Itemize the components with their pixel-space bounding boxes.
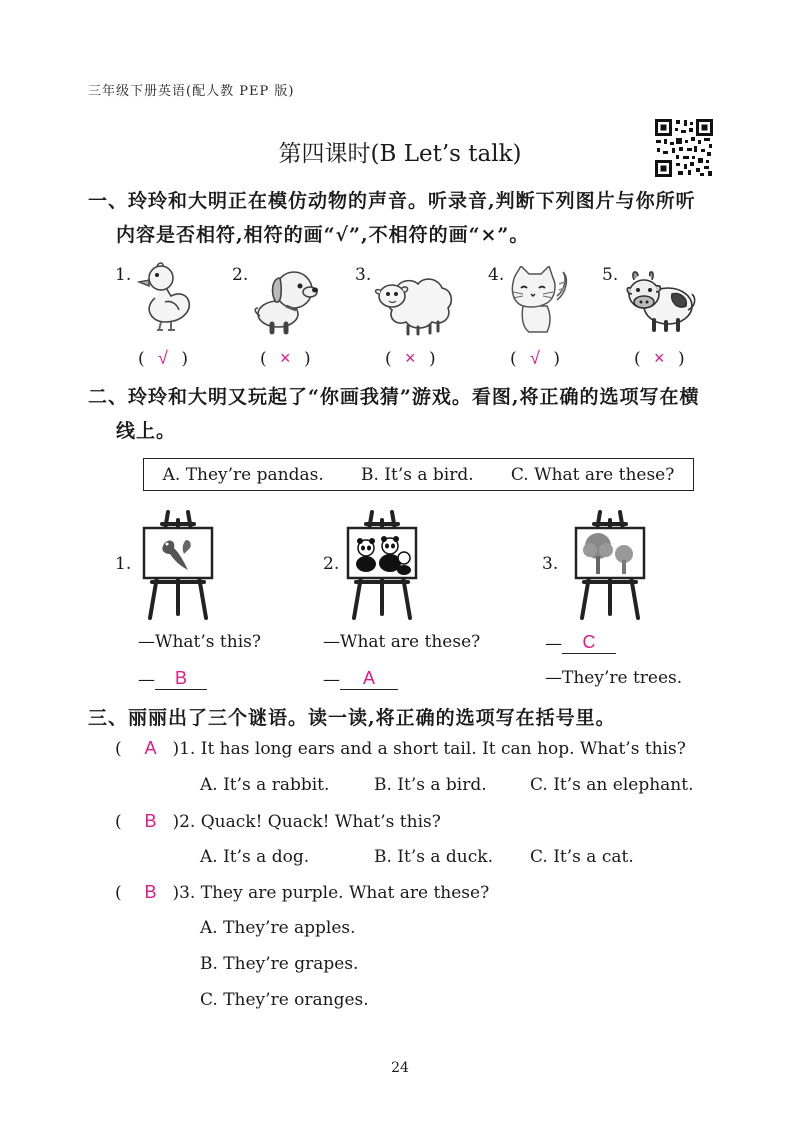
- dog-icon: [250, 264, 325, 336]
- riddle-1-answer: A: [144, 738, 157, 758]
- riddle-1: [115, 738, 686, 759]
- duck-icon: [135, 262, 197, 334]
- judge-answer-2: ( × ): [260, 348, 315, 369]
- sheep-icon: [372, 270, 456, 336]
- riddle-2-option-a: A. It’s a dog.: [200, 847, 310, 867]
- dialog-3-dash: —: [545, 634, 562, 654]
- riddle-3-answer: B: [144, 882, 157, 902]
- judge-answer-5-value: ×: [654, 348, 669, 368]
- section2-line2: 线上。: [116, 420, 177, 442]
- judge-answer-1-value: √: [158, 348, 172, 368]
- easel-item-1-number: 1.: [115, 554, 132, 574]
- judge-answer-3: ( × ): [385, 348, 440, 369]
- riddle-3: [115, 882, 489, 903]
- riddle-1-option-b: B. It’s a bird.: [374, 775, 487, 795]
- riddle-3-text: )3. They are purple. What are these?: [172, 883, 490, 903]
- page-title: 第四课时(B Let’s talk): [278, 141, 522, 167]
- judge-answer-4: ( √ ): [510, 348, 564, 369]
- cow-icon: [622, 266, 700, 334]
- options-box: [143, 458, 694, 491]
- animal-item-5-number: 5.: [602, 265, 619, 285]
- riddle-2: [115, 811, 441, 832]
- dialog-2-answer-value: A: [362, 668, 375, 688]
- animal-item-2-number: 2.: [232, 265, 249, 285]
- dialog-1-dash: —: [138, 670, 155, 690]
- dialog-2-dash: —: [323, 670, 340, 690]
- page-number: 24: [391, 1060, 409, 1076]
- section1-line1: 一、玲玲和大明正在模仿动物的声音。听录音,判断下列图片与你所听: [88, 190, 696, 212]
- option-b: B. It’s a bird.: [361, 464, 474, 485]
- section3-instruction: [88, 701, 616, 735]
- easel-bird-icon: [138, 510, 218, 620]
- book-header: 三年级下册英语(配人教 PEP 版): [88, 84, 295, 99]
- section1-line2: 内容是否相符,相符的画“√”,不相符的画“×”。: [116, 224, 530, 246]
- riddle-1-open-paren: (: [115, 739, 145, 759]
- riddle-2-answer: B: [144, 811, 157, 831]
- easel-pandas-icon: [342, 510, 422, 620]
- riddle-3-option-c: C. They’re oranges.: [200, 990, 369, 1010]
- dialog-1-answer: [138, 668, 207, 690]
- animal-item-3-number: 3.: [355, 265, 372, 285]
- dialog-3-reply: —They’re trees.: [545, 668, 683, 688]
- riddle-2-option-c: C. It’s a cat.: [530, 847, 634, 867]
- section2-instruction: [88, 380, 699, 448]
- section3-line1: 三、丽丽出了三个谜语。读一读,将正确的选项写在括号里。: [88, 707, 616, 729]
- judge-answer-3-value: ×: [405, 348, 420, 368]
- dialog-1-question: —What’s this?: [138, 632, 261, 652]
- dialog-1-blank: [155, 668, 207, 690]
- dialog-3-question: [545, 632, 616, 654]
- section1-instruction: [88, 184, 696, 252]
- riddle-1-option-a: A. It’s a rabbit.: [200, 775, 330, 795]
- dialog-3-answer-value: C: [582, 632, 596, 652]
- animal-item-4-number: 4.: [488, 265, 505, 285]
- judge-answer-2-value: ×: [280, 348, 295, 368]
- dialog-1-answer-value: B: [174, 668, 187, 688]
- section2-line1: 二、玲玲和大明又玩起了“你画我猜”游戏。看图,将正确的选项写在横: [88, 386, 700, 408]
- dialog-2-answer: [323, 668, 398, 690]
- easel-trees-icon: [570, 510, 650, 620]
- riddle-2-option-b: B. It’s a duck.: [374, 847, 493, 867]
- easel-item-2-number: 2.: [323, 554, 340, 574]
- riddle-1-option-c: C. It’s an elephant.: [530, 775, 694, 795]
- dialog-2-blank: [340, 668, 398, 690]
- judge-answer-5: ( × ): [634, 348, 689, 369]
- easel-item-3-number: 3.: [542, 554, 559, 574]
- judge-answer-4-value: √: [530, 348, 544, 368]
- cat-icon: [507, 266, 575, 336]
- animal-item-1-number: 1.: [115, 265, 132, 285]
- riddle-3-option-a: A. They’re apples.: [200, 918, 356, 938]
- riddle-2-open-paren: (: [115, 812, 145, 832]
- riddle-2-text: )2. Quack! Quack! What’s this?: [172, 812, 441, 832]
- riddle-1-text: )1. It has long ears and a short tail. It can hop. What’s this?: [172, 739, 686, 759]
- dialog-3-blank: [562, 632, 616, 654]
- option-c: C. What are these?: [510, 464, 675, 485]
- riddle-3-option-b: B. They’re grapes.: [200, 954, 359, 974]
- dialog-2-question: —What are these?: [323, 632, 481, 652]
- riddle-3-open-paren: (: [115, 883, 145, 903]
- option-a: A. They’re pandas.: [162, 464, 324, 485]
- judge-answer-1: ( √ ): [138, 348, 192, 369]
